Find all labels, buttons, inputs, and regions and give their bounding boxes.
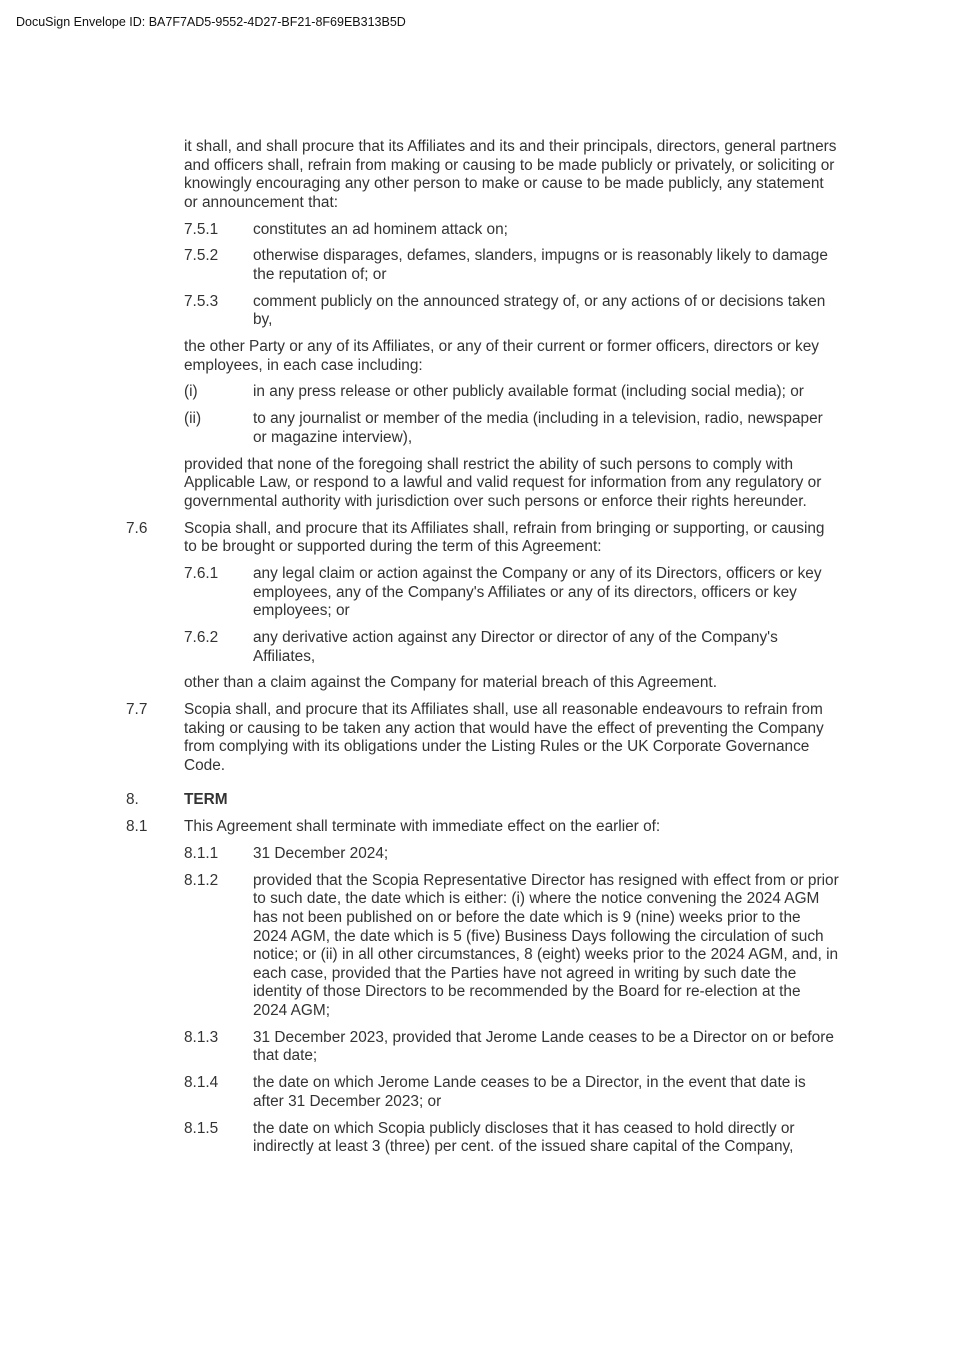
item-number: (ii) bbox=[184, 410, 202, 428]
clause-8-1-3 bbox=[0, 1029, 965, 1066]
clause-7-5-2 bbox=[0, 247, 965, 284]
clause-number: 8.1.5 bbox=[184, 1119, 219, 1137]
clause-8-1 bbox=[0, 818, 965, 837]
clause-8-1-4 bbox=[0, 1074, 965, 1111]
clause-text: Scopia shall, and procure that its Affiliates shall, refrain from bringing or supporting, or causing to be brought or supported during the term of this Agreement: bbox=[184, 519, 825, 556]
item-ii bbox=[0, 410, 965, 447]
clause-7-5-1 bbox=[0, 221, 965, 240]
clause-text: Scopia shall, and procure that its Affiliates shall, use all reasonable endeavours to refrain from taking or causing to be taken any action that would have the effect of preventing the Company from complying with its obligations under the Listing Rules or the UK Corporate Governance Code. bbox=[184, 701, 824, 774]
clause-text: the date on which Jerome Lande ceases to be a Director, in the event that date is after 31 December 2023; or bbox=[253, 1074, 806, 1110]
section-8-heading bbox=[0, 791, 965, 810]
clause-number: 7.5.3 bbox=[184, 292, 219, 310]
clause-number: 8.1.2 bbox=[184, 871, 219, 889]
intro-paragraph: it shall, and shall procure that its Affiliates and its and their principals, directors, general partners and officers shall, refrain from making or causing to be made publicly or privately, or soliciting or knowingly encouraging any other person to make or cause to be made publicly, any statement or announcement that: bbox=[184, 138, 837, 211]
clause-number: 7.7 bbox=[126, 701, 148, 719]
clause-number: 8.1.4 bbox=[184, 1074, 219, 1092]
document-page bbox=[0, 138, 965, 1165]
item-number: (i) bbox=[184, 383, 198, 401]
clause-text: provided that the Scopia Representative Director has resigned with effect from or prior to such date, the date which is either: (i) where the notice convening the 2024 AGM has not been published on or before the date which is 9 (nine) weeks prior to the 2024 AGM, the date which is 5 (five) Business Days following the circulation of such notice; or (ii) in all other circumstances, 8 (eight) weeks prior to the 2024 AGM, and, in each case, provided that the Parties have not agreed in writing by such date the identity of those Directors to be recommended by the Board for re-election at the 2024 AGM; bbox=[253, 871, 839, 1019]
clause-number: 7.6.2 bbox=[184, 628, 219, 646]
clause-7-6-2 bbox=[0, 629, 965, 666]
clause-text: otherwise disparages, defames, slanders, impugns or is reasonably likely to damage the reputation of; or bbox=[253, 247, 828, 283]
item-text: in any press release or other publicly available format (including social media); or bbox=[253, 383, 804, 401]
item-i bbox=[0, 383, 965, 402]
section-title: TERM bbox=[184, 791, 228, 809]
clause-number: 8.1.3 bbox=[184, 1028, 219, 1046]
clause-text: 31 December 2023, provided that Jerome Lande ceases to be a Director on or before that date; bbox=[253, 1028, 834, 1065]
item-text: to any journalist or member of the media (including in a television, radio, newspaper or magazine interview), bbox=[253, 410, 823, 446]
clause-text: any derivative action against any Director or director of any of the Company's Affiliates, bbox=[253, 628, 778, 665]
docusign-envelope-id: DocuSign Envelope ID: BA7F7AD5-9552-4D27-BF21-8F69EB313B5D bbox=[16, 15, 406, 29]
clause-number: 8.1 bbox=[126, 818, 148, 836]
clause-text: any legal claim or action against the Company or any of its Directors, officers or key employees, any of the Company's Affiliates or any of its directors, officers or key employees; or bbox=[253, 564, 822, 620]
clause-7-6 bbox=[0, 520, 965, 557]
clause-text: constitutes an ad hominem attack on; bbox=[253, 220, 508, 238]
clause-8-1-2 bbox=[0, 872, 965, 1021]
clause-7-7 bbox=[0, 701, 965, 775]
clause-text: comment publicly on the announced strategy of, or any actions of or decisions taken by, bbox=[253, 292, 826, 329]
proviso-paragraph: provided that none of the foregoing shall restrict the ability of such persons to comply with Applicable Law, or respond to a lawful and valid request for information from any regulatory or governmental authority with jurisdiction over such persons or enforce their rights hereunder. bbox=[184, 455, 822, 510]
section-number: 8. bbox=[126, 791, 139, 809]
clause-number: 7.5.1 bbox=[184, 220, 219, 238]
other-than-paragraph: other than a claim against the Company for material breach of this Agreement. bbox=[184, 674, 717, 692]
clause-number: 7.6 bbox=[126, 519, 148, 537]
clause-number: 8.1.1 bbox=[184, 845, 219, 863]
clause-number: 7.5.2 bbox=[184, 247, 219, 265]
clause-text: the date on which Scopia publicly discloses that it has ceased to hold directly or indirectly at least 3 (three) per cent. of the issued share capital of the Company, bbox=[253, 1119, 795, 1156]
clause-text: This Agreement shall terminate with immediate effect on the earlier of: bbox=[184, 818, 661, 836]
clause-number: 7.6.1 bbox=[184, 564, 219, 582]
clause-8-1-1 bbox=[0, 845, 965, 864]
clause-7-5-3 bbox=[0, 293, 965, 330]
clause-7-6-1 bbox=[0, 565, 965, 621]
clause-text: 31 December 2024; bbox=[253, 845, 389, 863]
clause-8-1-5 bbox=[0, 1120, 965, 1157]
other-party-paragraph: the other Party or any of its Affiliates, or any of their current or former officers, directors or key employees, in each case including: bbox=[184, 338, 819, 374]
